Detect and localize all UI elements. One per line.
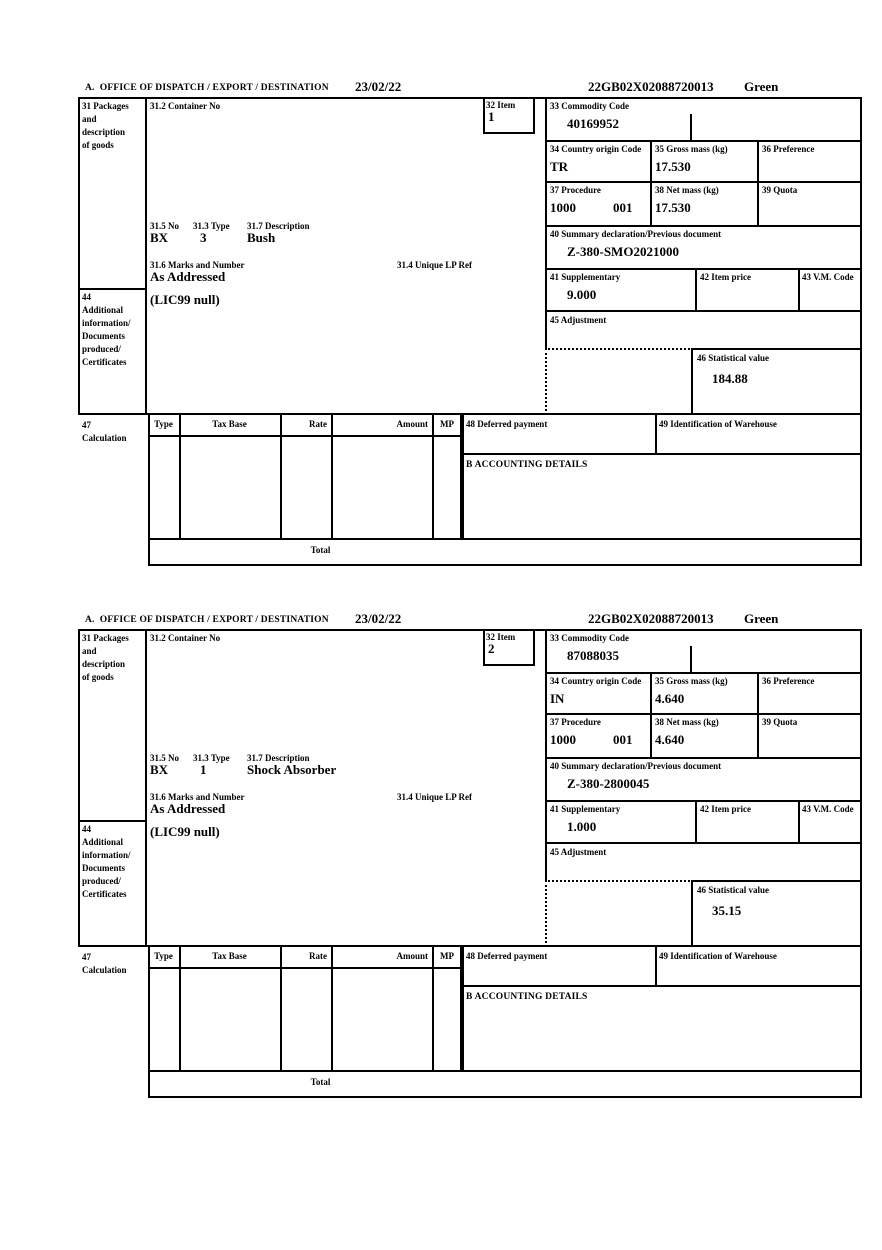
table-header-type: Type bbox=[154, 951, 173, 961]
gross-mass-value: 4.640 bbox=[655, 691, 685, 706]
description-label: 31.7 Description bbox=[247, 753, 310, 763]
gross-mass-label: 35 Gross mass (kg) bbox=[655, 144, 728, 154]
item-price-label: 42 Item price bbox=[700, 272, 751, 282]
commodity-code-label: 33 Commodity Code bbox=[550, 633, 629, 643]
table-column-line-taxbase bbox=[280, 413, 282, 540]
net-mass-label: 38 Net mass (kg) bbox=[655, 185, 719, 195]
table-column-line-type bbox=[179, 945, 181, 1072]
row-line-37-40 bbox=[545, 225, 862, 227]
calculation-table-header-line bbox=[148, 967, 462, 969]
summary-declaration-value: Z-380-SMO2021000 bbox=[567, 244, 679, 259]
marks-and-number-label: 31.6 Marks and Number bbox=[150, 792, 245, 802]
table-total-label: Total bbox=[310, 545, 331, 555]
preference-label: 36 Preference bbox=[762, 144, 815, 154]
country-origin-value: IN bbox=[550, 691, 565, 706]
package-no-label: 31.5 No bbox=[150, 221, 179, 231]
supplementary-label: 41 Supplementary bbox=[550, 804, 621, 814]
table-total-label: Total bbox=[310, 1077, 331, 1087]
preference-label: 36 Preference bbox=[762, 676, 815, 686]
procedure-value-2: 001 bbox=[613, 200, 633, 215]
adjustment-dotted-top-line bbox=[545, 348, 693, 350]
row-line-34-37 bbox=[545, 713, 862, 715]
table-header-rate: Rate bbox=[309, 419, 327, 429]
box-31-label-line3: description bbox=[82, 659, 126, 669]
table-column-line-type bbox=[179, 413, 181, 540]
accounting-details-label: B ACCOUNTING DETAILS bbox=[466, 460, 588, 470]
box-33-inner-divider-line bbox=[690, 646, 692, 672]
marks-and-number-value: As Addressed bbox=[150, 269, 226, 284]
package-no-value: BX bbox=[150, 230, 169, 245]
table-header-mp: MP bbox=[440, 419, 454, 429]
description-label: 31.7 Description bbox=[247, 221, 310, 231]
column-line-34-35 bbox=[650, 672, 652, 757]
box-31-label-line2: and bbox=[82, 114, 97, 124]
column-line-42-43 bbox=[798, 268, 800, 310]
box-44-label-line3: information/ bbox=[82, 318, 131, 328]
office-of-dispatch-header: A. OFFICE OF DISPATCH / EXPORT / DESTINATION bbox=[85, 83, 329, 93]
box-44-label-line2: Additional bbox=[82, 837, 124, 847]
declaration-item-section bbox=[78, 78, 862, 570]
statistical-value: 184.88 bbox=[712, 371, 748, 386]
adjustment-dotted-top-line bbox=[545, 880, 693, 882]
gross-mass-value: 17.530 bbox=[655, 159, 691, 174]
box-31-label-line1: 31 Packages bbox=[82, 101, 129, 111]
procedure-value-1: 1000 bbox=[550, 732, 576, 747]
supplementary-value: 9.000 bbox=[567, 287, 597, 302]
container-no-label: 31.2 Container No bbox=[150, 633, 221, 643]
table-column-line-amount bbox=[432, 413, 434, 540]
row-line-41-45 bbox=[545, 310, 862, 312]
item-label: 32 Item bbox=[486, 100, 516, 110]
marks-and-number-value: As Addressed bbox=[150, 801, 226, 816]
item-label: 32 Item bbox=[486, 632, 516, 642]
commodity-code-value: 40169952 bbox=[567, 116, 619, 131]
column-line-42-43 bbox=[798, 800, 800, 842]
column-line-41-42 bbox=[695, 800, 697, 842]
box-31-label-line2: and bbox=[82, 646, 97, 656]
declaration-item-section bbox=[78, 610, 862, 1102]
quota-label: 39 Quota bbox=[762, 185, 798, 195]
mrn-number: 22GB02X02088720013 bbox=[588, 611, 714, 626]
table-header-mp: MP bbox=[440, 951, 454, 961]
column-line-41-42 bbox=[695, 268, 697, 310]
box-47-label-line1: 47 bbox=[82, 420, 91, 430]
box-44-label-line1: 44 bbox=[82, 292, 91, 302]
table-header-amount: Amount bbox=[396, 419, 428, 429]
column-line-35-36 bbox=[757, 672, 759, 757]
dispatch-date: 23/02/22 bbox=[355, 611, 402, 626]
table-header-rate: Rate bbox=[309, 951, 327, 961]
row-line-41-45 bbox=[545, 842, 862, 844]
procedure-value-1: 1000 bbox=[550, 200, 576, 215]
identification-of-warehouse-label: 49 Identification of Warehouse bbox=[659, 951, 777, 961]
routing-status: Green bbox=[744, 611, 779, 626]
deferred-payment-label: 48 Deferred payment bbox=[466, 419, 548, 429]
vm-code-label: 43 V.M. Code bbox=[802, 804, 854, 814]
summary-declaration-label: 40 Summary declaration/Previous document bbox=[550, 761, 722, 771]
item-price-label: 42 Item price bbox=[700, 804, 751, 814]
left-column-divider-line bbox=[145, 629, 147, 947]
routing-status: Green bbox=[744, 79, 779, 94]
procedure-label: 37 Procedure bbox=[550, 185, 601, 195]
calculation-table-border bbox=[148, 413, 462, 540]
box-48-49-divider-line bbox=[655, 413, 657, 455]
box-44-label-line6: Certificates bbox=[82, 357, 127, 367]
box-47-label-line2: Calculation bbox=[82, 433, 127, 443]
additional-information-value: (LIC99 null) bbox=[150, 824, 220, 839]
marks-and-number-label: 31.6 Marks and Number bbox=[150, 260, 245, 270]
adjustment-label: 45 Adjustment bbox=[550, 315, 607, 325]
country-origin-label: 34 Country origin Code bbox=[550, 144, 642, 154]
table-header-tax-base: Tax Base bbox=[212, 951, 247, 961]
container-no-label: 31.2 Container No bbox=[150, 101, 221, 111]
accounting-details-label: B ACCOUNTING DETAILS bbox=[466, 992, 588, 1002]
supplementary-value: 1.000 bbox=[567, 819, 597, 834]
table-column-line-taxbase bbox=[280, 945, 282, 1072]
country-origin-value: TR bbox=[550, 159, 569, 174]
column-line-35-36 bbox=[757, 140, 759, 225]
adjustment-dotted-left-line bbox=[545, 880, 547, 947]
goods-description-value: Bush bbox=[247, 230, 276, 245]
box-33-inner-divider-line bbox=[690, 114, 692, 140]
row-line-34-37 bbox=[545, 181, 862, 183]
package-type-label: 31.3 Type bbox=[193, 753, 230, 763]
box-44-label-line1: 44 bbox=[82, 824, 91, 834]
package-type-value: 1 bbox=[200, 762, 207, 777]
adjustment-dotted-left-line bbox=[545, 348, 547, 415]
summary-declaration-label: 40 Summary declaration/Previous document bbox=[550, 229, 722, 239]
package-no-value: BX bbox=[150, 762, 169, 777]
box-31-label-line4: of goods bbox=[82, 672, 114, 682]
row-line-40-41 bbox=[545, 800, 862, 802]
calculation-table-header-line bbox=[148, 435, 462, 437]
box-44-label-line4: Documents bbox=[82, 863, 125, 873]
item-number-value: 2 bbox=[488, 641, 495, 656]
deferred-payment-label: 48 Deferred payment bbox=[466, 951, 548, 961]
net-mass-value: 4.640 bbox=[655, 732, 685, 747]
identification-of-warehouse-label: 49 Identification of Warehouse bbox=[659, 419, 777, 429]
box-31-label-line4: of goods bbox=[82, 140, 114, 150]
left-column-divider-line bbox=[145, 97, 147, 415]
left-column-row-line bbox=[78, 820, 145, 822]
box-31-label-line3: description bbox=[82, 127, 126, 137]
additional-information-value: (LIC99 null) bbox=[150, 292, 220, 307]
procedure-value-2: 001 bbox=[613, 732, 633, 747]
package-type-value: 3 bbox=[200, 230, 207, 245]
row-line-40-41 bbox=[545, 268, 862, 270]
box-44-label-line2: Additional bbox=[82, 305, 124, 315]
unique-lp-ref-label: 31.4 Unique LP Ref bbox=[397, 792, 473, 802]
calculation-table-border bbox=[148, 945, 462, 1072]
row-line-33-34 bbox=[545, 672, 862, 674]
box-44-label-line6: Certificates bbox=[82, 889, 127, 899]
box-48-49-divider-line bbox=[655, 945, 657, 987]
procedure-label: 37 Procedure bbox=[550, 717, 601, 727]
net-mass-value: 17.530 bbox=[655, 200, 691, 215]
box-44-label-line4: Documents bbox=[82, 331, 125, 341]
commodity-code-value: 87088035 bbox=[567, 648, 619, 663]
row-line-33-34 bbox=[545, 140, 862, 142]
column-line-34-35 bbox=[650, 140, 652, 225]
quota-label: 39 Quota bbox=[762, 717, 798, 727]
box-31-label-line1: 31 Packages bbox=[82, 633, 129, 643]
commodity-code-label: 33 Commodity Code bbox=[550, 101, 629, 111]
country-origin-label: 34 Country origin Code bbox=[550, 676, 642, 686]
box-47-label-line1: 47 bbox=[82, 952, 91, 962]
package-no-label: 31.5 No bbox=[150, 753, 179, 763]
vm-code-label: 43 V.M. Code bbox=[802, 272, 854, 282]
package-type-label: 31.3 Type bbox=[193, 221, 230, 231]
unique-lp-ref-label: 31.4 Unique LP Ref bbox=[397, 260, 473, 270]
statistical-value: 35.15 bbox=[712, 903, 742, 918]
adjustment-label: 45 Adjustment bbox=[550, 847, 607, 857]
statistical-value-label: 46 Statistical value bbox=[697, 885, 769, 895]
item-number-value: 1 bbox=[488, 109, 495, 124]
left-column-row-line bbox=[78, 288, 145, 290]
table-header-type: Type bbox=[154, 419, 173, 429]
gross-mass-label: 35 Gross mass (kg) bbox=[655, 676, 728, 686]
summary-declaration-value: Z-380-2800045 bbox=[567, 776, 650, 791]
table-header-tax-base: Tax Base bbox=[212, 419, 247, 429]
goods-description-value: Shock Absorber bbox=[247, 762, 337, 777]
table-column-line-amount bbox=[432, 945, 434, 1072]
table-column-line-rate bbox=[331, 945, 333, 1072]
box-44-label-line5: produced/ bbox=[82, 876, 121, 886]
dispatch-date: 23/02/22 bbox=[355, 79, 402, 94]
statistical-value-label: 46 Statistical value bbox=[697, 353, 769, 363]
mrn-number: 22GB02X02088720013 bbox=[588, 79, 714, 94]
net-mass-label: 38 Net mass (kg) bbox=[655, 717, 719, 727]
box-47-label-line2: Calculation bbox=[82, 965, 127, 975]
table-column-line-rate bbox=[331, 413, 333, 540]
box-44-label-line3: information/ bbox=[82, 850, 131, 860]
supplementary-label: 41 Supplementary bbox=[550, 272, 621, 282]
table-header-amount: Amount bbox=[396, 951, 428, 961]
office-of-dispatch-header: A. OFFICE OF DISPATCH / EXPORT / DESTINATION bbox=[85, 615, 329, 625]
box-44-label-line5: produced/ bbox=[82, 344, 121, 354]
row-line-37-40 bbox=[545, 757, 862, 759]
